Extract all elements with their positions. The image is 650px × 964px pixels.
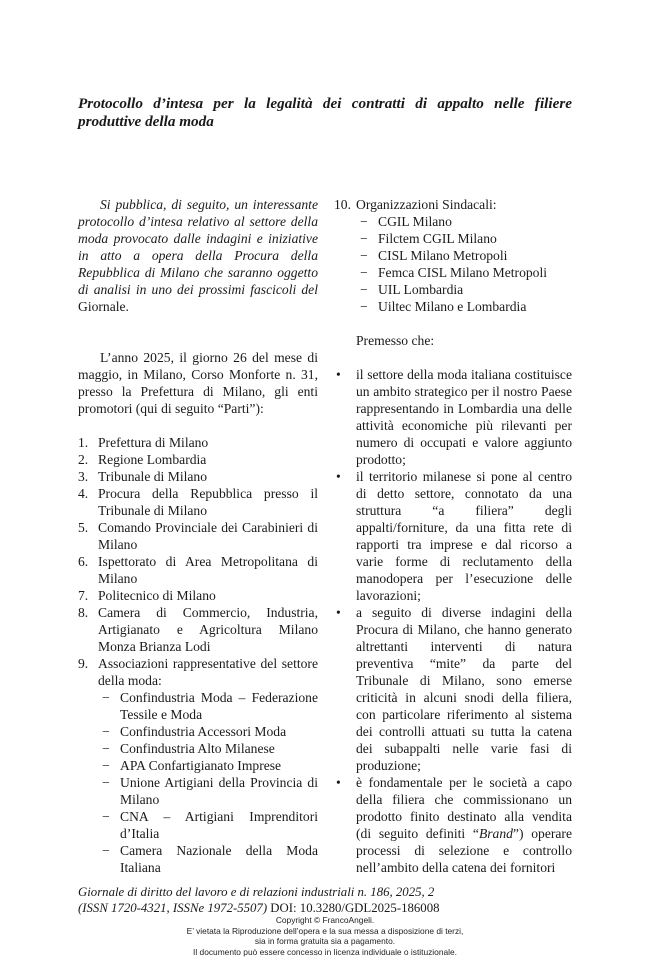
- list-item: 9. Associazioni rappresentative del settore della moda: − Confindustria Moda – Federazione Tessile e Moda − Confindustria Accessori Moda − Confindustria Alto Milanese − APA Confartigianato Imprese − Unione Artigiani della Provincia di Milano − CNA – Artigiani Imprenditori d’Italia − Camera Nazionale della Moda Italiana: [78, 655, 318, 876]
- list-item: − Femca CISL Milano Metropoli: [356, 264, 572, 281]
- intro-italic-text: Si pubblica, di seguito, un interessante protocollo d’intesa relativo al settore della moda provocato dalle indagini e iniziative in atto a opera della Procura della Repubblica di Milano che saranno oggetto di analisi in uno dei prossimi fascicoli del: [78, 197, 318, 297]
- list-item: − CNA – Artigiani Imprenditori d’Italia: [98, 808, 318, 842]
- copyright-notice: Copyright © FrancoAngeli. E’ vietata la Riproduzione dell’opera e la sua messa a disposizione di terzi, sia in forma gratuita sia a pagamento. Il documento può essere concesso in licenza individuale o istituzionale.: [186, 915, 464, 957]
- intro-journal-name: Giornale.: [78, 299, 129, 314]
- brand-term: Brand: [478, 826, 513, 841]
- list-item: • a seguito di diverse indagini della Procura di Milano, che hanno generato altrettanti interventi di natura preventiva “mite” da parte del Tribunale di Milano, sono emerse criticità in alcuni snodi della filiera, con particolare riferimento al sistema dei controlli attuati su tutta la catena dei subappalti nelle varie fasi di produzione;: [334, 604, 572, 774]
- intro-paragraph: [78, 196, 318, 315]
- opening-paragraph: L’anno 2025, il giorno 26 del mese di maggio, in Milano, Corso Monforte n. 31, presso la Prefettura di Milano, gli enti promotori (qui di seguito “Parti”):: [78, 350, 318, 416]
- associations-list: [98, 689, 318, 876]
- journal-doi: DOI: 10.3280/GDL2025-186008: [270, 900, 440, 915]
- unions-list: [356, 213, 572, 315]
- journal-issue: Giornale di diritto del lavoro e di relazioni industriali n. 186, 2025, 2: [78, 885, 435, 899]
- list-item: − Uiltec Milano e Lombardia: [356, 298, 572, 315]
- parties-list: [78, 434, 318, 876]
- list-item: • il territorio milanese si pone al centro di detto settore, connotato da una struttura “a filiera” degli appalti/forniture, da una fitta rete di rapporti tra imprese e dal ricorso a varie forme di reclutamento della manodopera per l’esecuzione delle lavorazioni;: [334, 468, 572, 604]
- list-item: • il settore della moda italiana costituisce un ambito strategico per il nostro Paese rappresentando in Lombardia una delle attività economiche più rilevanti per numero di occupati e valore aggiunto prodotto;: [334, 366, 572, 468]
- list-item: 8. Camera di Commercio, Industria, Artigianato e Agricoltura Milano Monza Brianza Lodi: [78, 605, 318, 654]
- right-column: [334, 196, 572, 876]
- list-item: 6. Ispettorato di Area Metropolitana di Milano: [78, 554, 318, 586]
- left-column: [78, 196, 318, 876]
- list-item: 7. Politecnico di Milano: [78, 588, 216, 603]
- list-item: − Confindustria Alto Milanese: [98, 740, 318, 757]
- journal-ids: [78, 901, 572, 917]
- list-item: 3. Tribunale di Milano: [78, 469, 208, 484]
- list-item: 10. Organizzazioni Sindacali: − CGIL Milano − Filctem CGIL Milano − CISL Milano Metropoli − Femca CISL Milano Metropoli − UIL Lombardia − Uiltec Milano e Lombardia: [334, 196, 572, 315]
- list-item: − Unione Artigiani della Provincia di Milano: [98, 774, 318, 808]
- list-item: 2. Regione Lombardia: [78, 452, 207, 467]
- list-item: − CGIL Milano: [356, 213, 572, 230]
- journal-issn: (ISSN 1720-4321, ISSNe 1972-5507): [78, 900, 268, 915]
- article-title: Protocollo d’intesa per la legalità dei contratti di appalto nelle filiere produttive della moda: [78, 95, 572, 130]
- premesso-heading: Premesso che:: [356, 333, 435, 348]
- premises-list: [334, 366, 572, 876]
- list-item: 1. Prefettura di Milano: [78, 435, 209, 450]
- list-item: − Confindustria Accessori Moda: [98, 723, 318, 740]
- list-item: • è fondamentale per le società a capo della filiera che commissionano un prodotto finito destinato alla vendita (di seguito definiti “Brand”) operare processi di selezione e controllo nell’ambito della catena dei fornitori: [334, 774, 572, 876]
- list-item: 5. Comando Provinciale dei Carabinieri di Milano: [78, 520, 318, 552]
- unions-heading-list: [334, 196, 572, 315]
- list-item: − CISL Milano Metropoli: [356, 247, 572, 264]
- journal-citation: [78, 885, 572, 916]
- list-item: − Filctem CGIL Milano: [356, 230, 572, 247]
- list-item: − Confindustria Moda – Federazione Tessile e Moda: [98, 689, 318, 723]
- list-item: 4. Procura della Repubblica presso il Tribunale di Milano: [78, 486, 318, 518]
- list-item: − UIL Lombardia: [356, 281, 572, 298]
- list-item: − Camera Nazionale della Moda Italiana: [98, 842, 318, 876]
- list-item: − APA Confartigianato Imprese: [98, 757, 318, 774]
